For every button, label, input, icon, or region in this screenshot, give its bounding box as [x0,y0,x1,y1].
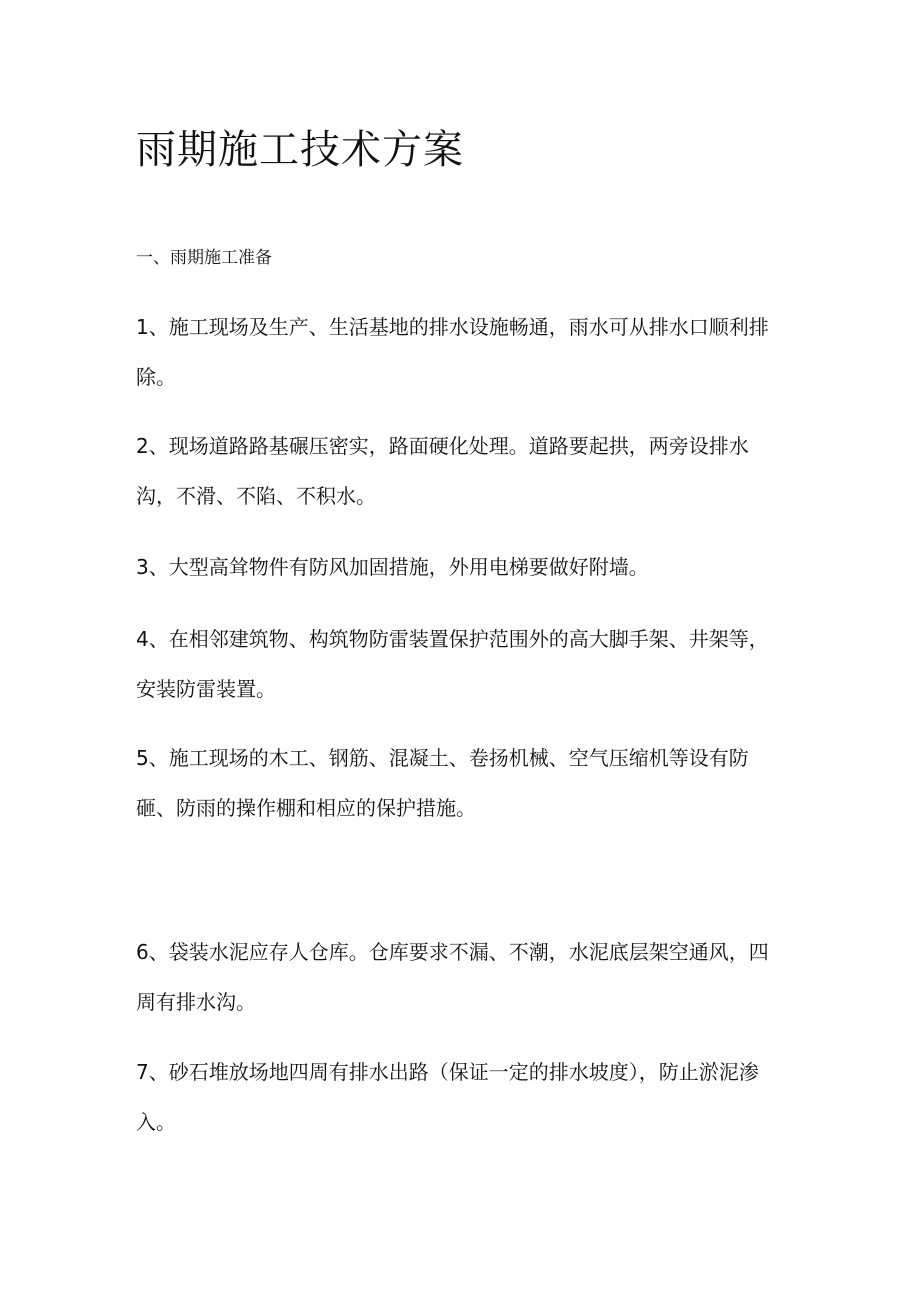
paragraph-line: 砸、防雨的操作棚和相应的保护措施。 [136,796,476,820]
paragraph-6 [136,927,776,1027]
paragraph-4 [136,614,776,714]
paragraph-line: 2、现场道路路基碾压密实，路面硬化处理。道路要起拱，两旁设排水 [136,434,749,458]
paragraph-line: 6、袋装水泥应存人仓库。仓库要求不漏、不潮，水泥底层架空通风，四 [136,940,769,964]
paragraph-5 [136,733,776,833]
paragraph-7 [136,1047,776,1147]
paragraph-line: 沟，不滑、不陷、不积水。 [136,484,376,508]
paragraph-line: 3、大型高耸物件有防风加固措施，外用电梯要做好附墙。 [136,555,649,579]
paragraph-3 [136,542,776,592]
paragraph-line: 除。 [136,365,176,389]
paragraph-line: 安装防雷装置。 [136,677,276,701]
paragraph-line: 7、砂石堆放场地四周有排水出路（保证一定的排水坡度），防止淤泥渗 [136,1060,759,1084]
document-title: 雨期施工技术方案 [136,127,464,173]
paragraph-2 [136,421,776,521]
paragraph-line: 周有排水沟。 [136,990,256,1014]
paragraph-line: 入。 [136,1110,176,1134]
paragraph-1 [136,302,776,402]
section-heading: 一、雨期施工准备 [136,248,272,268]
paragraph-line: 5、施工现场的木工、钢筋、混凝土、卷扬机械、空气压缩机等设有防 [136,746,749,770]
paragraph-line: 4、在相邻建筑物、构筑物防雷装置保护范围外的高大脚手架、井架等， [136,627,769,651]
paragraph-line: 1、施工现场及生产、生活基地的排水设施畅通，雨水可从排水口顺利排 [136,315,769,339]
